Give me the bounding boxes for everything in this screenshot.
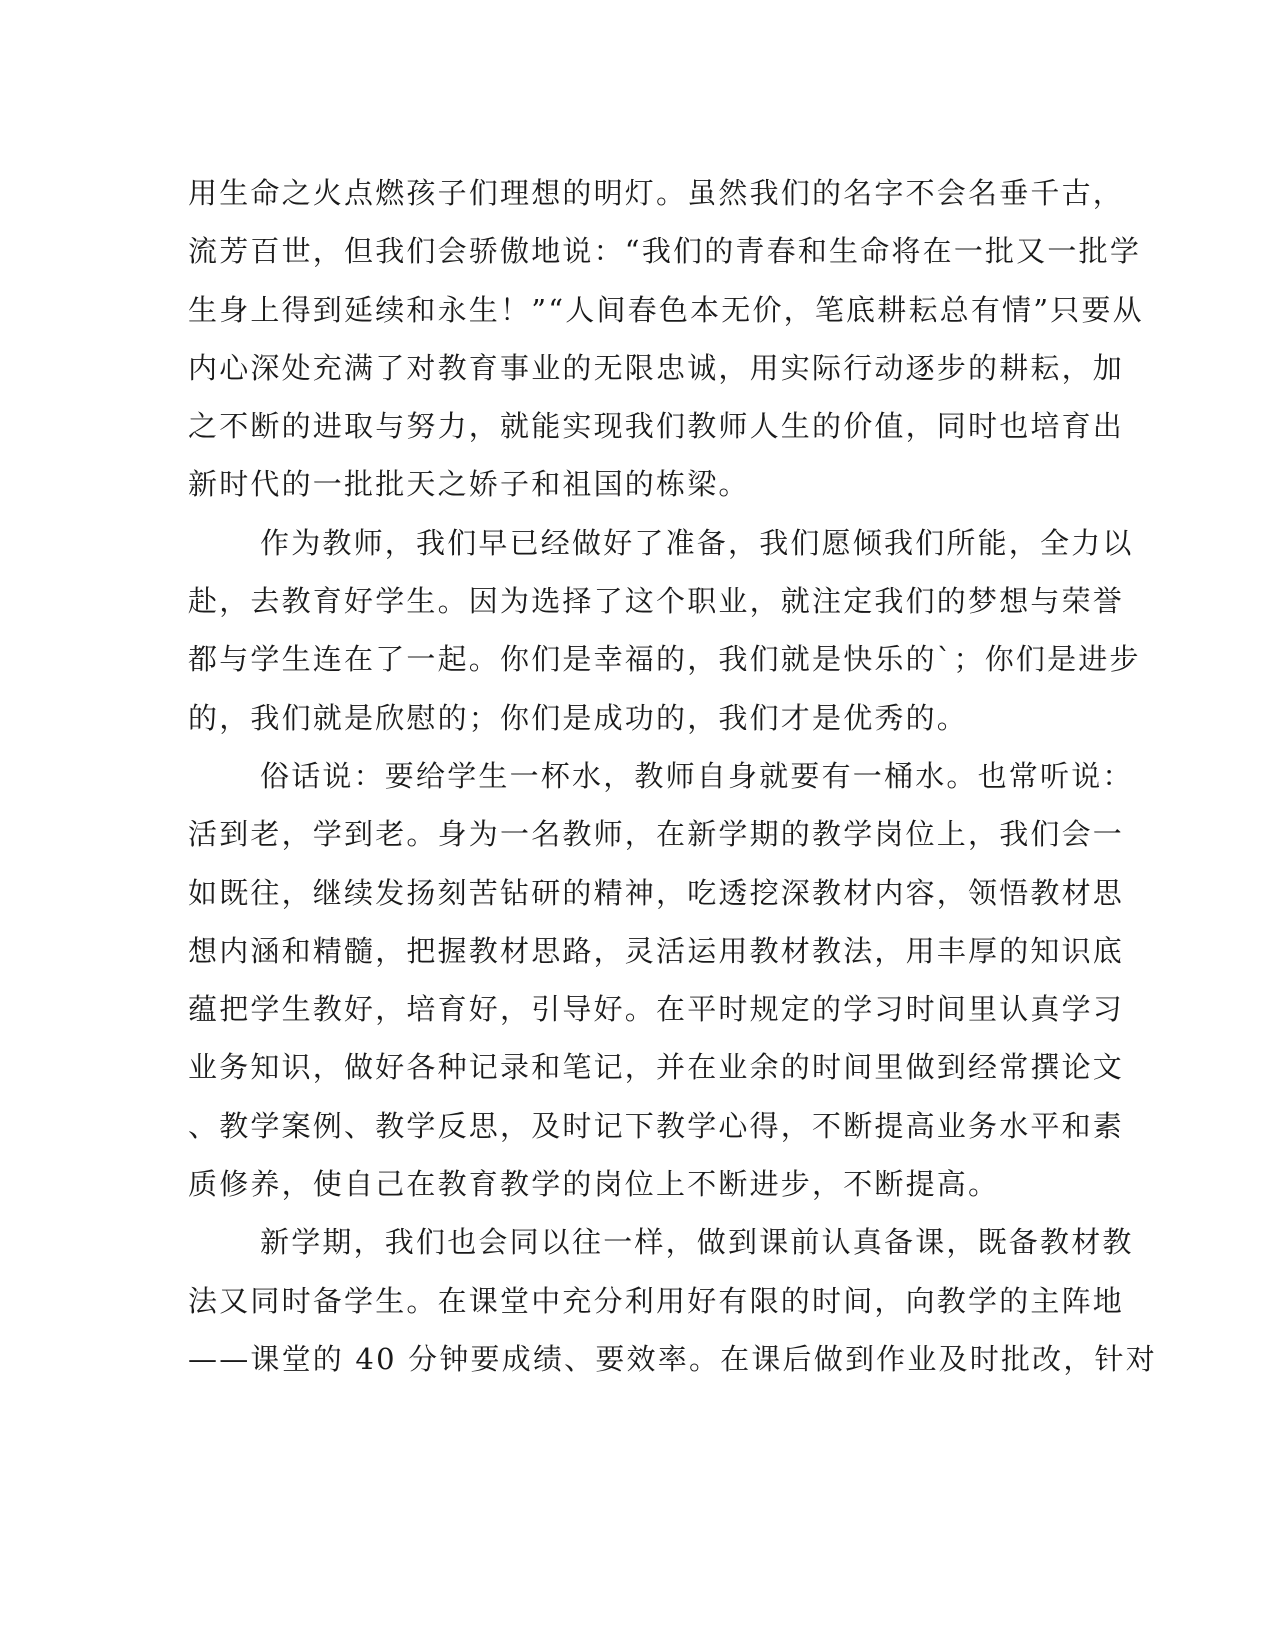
text-line: 质修养，使自己在教育教学的岗位上不断进步，不断提高。 [188,1167,1000,1202]
paragraph-first-line: 新学期，我们也会同以往一样，做到课前认真备课，既备教材教 [260,1225,1134,1260]
text-line: 蕴把学生教好，培育好，引导好。在平时规定的学习时间里认真学习 [188,992,1125,1027]
text-line: 的，我们就是欣慰的；你们是成功的，我们才是优秀的。 [188,700,969,735]
text-line: 内心深处充满了对教育事业的无限忠诚，用实际行动逐步的耕耘，加 [188,350,1125,385]
text-line: 之不断的进取与努力，就能实现我们教师人生的价值，同时也培育出 [188,409,1125,444]
text-line: 赴，去教育好学生。因为选择了这个职业，就注定我们的梦想与荣誉 [188,584,1125,619]
text-line: 生身上得到延续和永生！”“人间春色本无价，笔底耕耘总有情”只要从 [188,292,1144,327]
text-line: 新时代的一批批天之娇子和祖国的栋梁。 [188,467,750,502]
text-line: 业务知识，做好各种记录和笔记，并在业余的时间里做到经常撰论文 [188,1050,1125,1085]
text-line: ——课堂的 40 分钟要成绩、要效率。在课后做到作业及时批改，针对 [188,1341,1157,1376]
paragraph-first-line: 俗话说：要给学生一杯水，教师自身就要有一桶水。也常听说： [260,758,1134,793]
paragraph-first-line: 作为教师，我们早已经做好了准备，我们愿倾我们所能，全力以 [260,525,1134,560]
text-line: 、教学案例、教学反思，及时记下教学心得，不断提高业务水平和素 [188,1108,1125,1143]
text-line: 想内涵和精髓，把握教材思路，灵活运用教材教法，用丰厚的知识底 [188,933,1125,968]
text-line: 流芳百世，但我们会骄傲地说：“我们的青春和生命将在一批又一批学 [188,234,1142,269]
text-line: 活到老，学到老。身为一名教师，在新学期的教学岗位上，我们会一 [188,817,1125,852]
text-line: 用生命之火点燃孩子们理想的明灯。虽然我们的名字不会名垂千古， [188,176,1125,210]
body-text [188,164,1157,1388]
text-line: 法又同时备学生。在课堂中充分利用好有限的时间，向教学的主阵地 [188,1283,1125,1318]
text-line: 都与学生连在了一起。你们是幸福的，我们就是快乐的`；你们是进步 [188,642,1141,677]
text-line: 如既往，继续发扬刻苦钻研的精神，吃透挖深教材内容，领悟教材思 [188,875,1125,910]
